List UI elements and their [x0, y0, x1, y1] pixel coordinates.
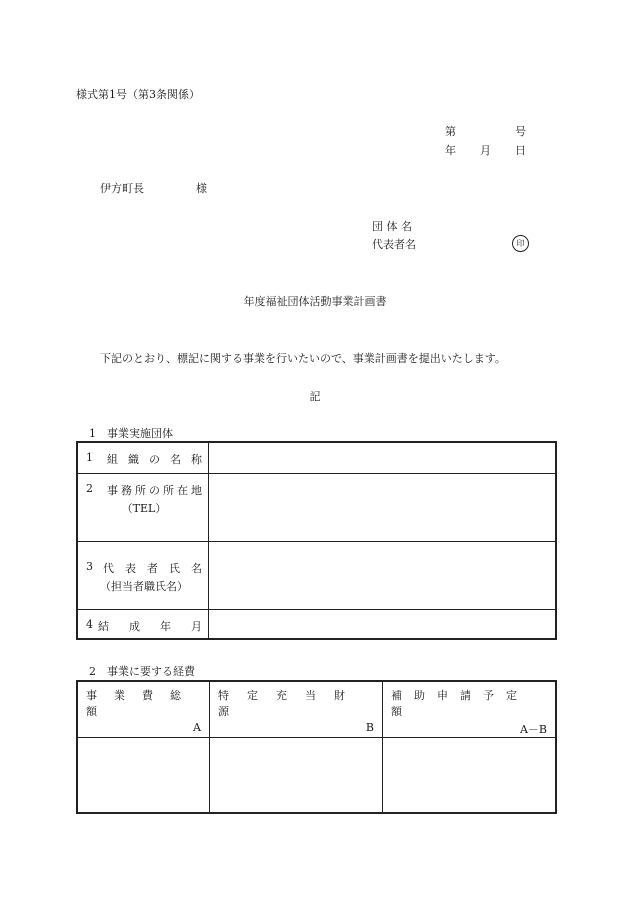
org-name-field[interactable]	[209, 442, 557, 473]
established-field[interactable]	[209, 609, 557, 639]
specific-funding-field[interactable]	[210, 738, 383, 813]
organization-table	[76, 441, 557, 640]
ki-label: 記	[309, 390, 321, 403]
representative-field[interactable]	[209, 541, 557, 609]
table-row	[77, 609, 556, 639]
row-label-org-name: 1 組織の名称	[86, 451, 212, 466]
table-row	[77, 473, 556, 541]
header-specific-funding: 特定充当財源 B	[218, 689, 374, 734]
addressee-name: 伊方町長	[100, 182, 144, 195]
header-subsidy-request: 補助申請予定額 A－B	[391, 689, 547, 736]
rep-name-label: 代表者名	[372, 238, 416, 251]
table-row	[77, 541, 556, 609]
row-label-representative: 3 代表者氏名 （担当者職氏名）	[86, 559, 213, 593]
office-address-field[interactable]	[209, 473, 557, 541]
body-text: 下記のとおり、標記に関する事業を行いたいので、事業計画書を提出いたします。	[100, 352, 506, 365]
subsidy-request-field[interactable]	[383, 738, 557, 813]
form-id: 様式第1号（第3条関係）	[76, 88, 200, 101]
section1-heading: 1 事業実施団体	[89, 427, 173, 440]
total-cost-field[interactable]	[77, 738, 210, 813]
number-prefix: 第	[445, 125, 456, 138]
date-year: 年	[445, 144, 456, 157]
expense-table	[76, 680, 557, 814]
date-month: 月	[480, 144, 491, 157]
addressee-honorific: 様	[196, 182, 207, 195]
date-day: 日	[515, 144, 526, 157]
row-label-established: 4 結成年月	[86, 617, 222, 633]
row-label-office-address: 2 事務所の所在地 （TEL）	[86, 481, 205, 515]
document-title: 年度福祉団体活動事業計画書	[243, 295, 387, 308]
number-suffix: 号	[515, 125, 526, 138]
table-row	[77, 738, 556, 813]
header-total-cost: 事業費総額 A	[86, 689, 201, 734]
seal-mark: 印	[512, 235, 529, 252]
table-row	[77, 442, 556, 473]
table-row	[77, 681, 556, 738]
section2-heading: 2 事業に要する経費	[89, 665, 195, 678]
org-name-label: 団 体 名	[372, 220, 412, 233]
